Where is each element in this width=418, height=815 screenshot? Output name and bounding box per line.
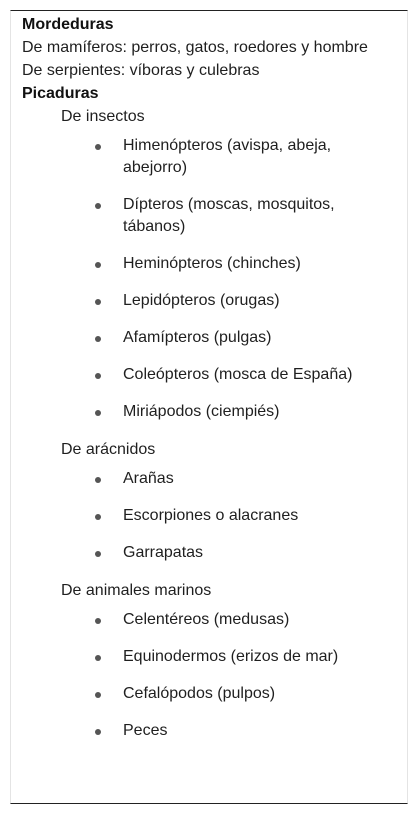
document-frame <box>10 10 408 804</box>
arachnids-subheading: De arácnidos <box>61 441 156 458</box>
list-item-label: Garrapatas <box>123 544 204 561</box>
list-item-label: Cefalópodos (pulpos) <box>123 685 276 702</box>
bites-snakes-line: De serpientes: víboras y culebras <box>22 62 260 79</box>
list-item-label: Escorpiones o alacranes <box>123 507 299 524</box>
list-item <box>92 290 362 312</box>
bullet-icon <box>95 373 101 379</box>
list-item-label: Equinodermos (erizos de mar) <box>123 648 339 665</box>
document-content <box>22 13 402 757</box>
insects-list <box>92 135 402 423</box>
insects-subheading: De insectos <box>61 108 145 125</box>
bullet-icon <box>95 618 101 624</box>
bullet-icon <box>95 692 101 698</box>
bullet-icon <box>95 477 101 483</box>
list-item-label: Arañas <box>123 470 174 487</box>
bites-mammals-line: De mamíferos: perros, gatos, roedores y hombre <box>22 39 368 56</box>
list-item <box>92 327 362 349</box>
list-item <box>92 609 362 631</box>
list-item-label: Afamípteros (pulgas) <box>123 329 272 346</box>
marine-animals-subheading: De animales marinos <box>61 582 212 599</box>
list-item <box>92 505 362 527</box>
marine-animals-list <box>92 609 402 742</box>
bullet-icon <box>95 655 101 661</box>
bullet-icon <box>95 299 101 305</box>
list-item-label: Coleópteros (mosca de España) <box>123 366 353 383</box>
list-item <box>92 135 362 179</box>
bullet-icon <box>95 336 101 342</box>
list-item <box>92 683 362 705</box>
bullet-icon <box>95 144 101 150</box>
bullet-icon <box>95 729 101 735</box>
bullet-icon <box>95 551 101 557</box>
list-item-label: Himenópteros (avispa, abeja, abejorro) <box>123 137 332 176</box>
list-item-label: Heminópteros (chinches) <box>123 255 301 272</box>
list-item-label: Peces <box>123 722 168 739</box>
stings-heading: Picaduras <box>22 85 99 102</box>
list-item-label: Miriápodos (ciempiés) <box>123 403 280 420</box>
list-item <box>92 194 362 238</box>
bullet-icon <box>95 514 101 520</box>
list-item <box>92 364 362 386</box>
list-item <box>92 401 362 423</box>
list-item-label: Celentéreos (medusas) <box>123 611 290 628</box>
list-item-label: Dípteros (moscas, mosquitos, tábanos) <box>123 196 335 235</box>
bullet-icon <box>95 262 101 268</box>
bullet-icon <box>95 203 101 209</box>
bullet-icon <box>95 410 101 416</box>
list-item-label: Lepidópteros (orugas) <box>123 292 280 309</box>
list-item <box>92 542 362 564</box>
list-item <box>92 253 362 275</box>
arachnids-list <box>92 468 402 564</box>
list-item <box>92 646 362 668</box>
list-item <box>92 720 362 742</box>
bites-heading: Mordeduras <box>22 16 114 33</box>
list-item <box>92 468 362 490</box>
